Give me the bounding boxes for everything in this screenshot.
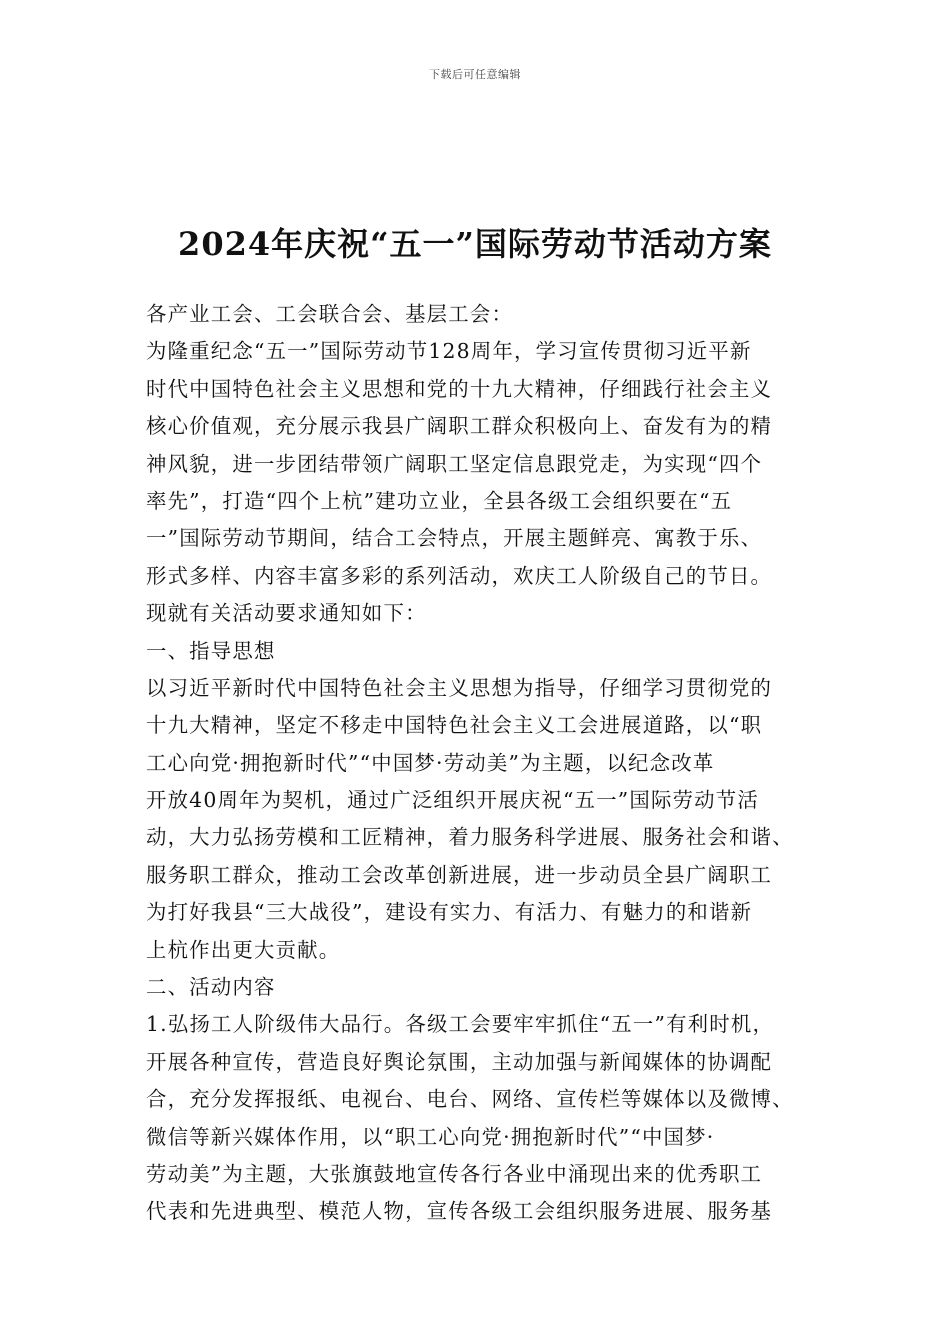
body-line: 各产业工会、工会联合会、基层工会： <box>146 302 514 326</box>
body-line: 服务职工群众，推动工会改革创新进展，进一步动员全县广阔职工 <box>146 862 773 887</box>
body-line: 以习近平新时代中国特色社会主义思想为指导，仔细学习贯彻党的 <box>146 675 773 700</box>
document-body <box>146 296 826 1231</box>
body-line: 十九大精神，坚定不移走中国特色社会主义工会进展道路，以“职 <box>146 713 763 738</box>
document-title: 2024年庆祝“五一”国际劳动节活动方案 <box>178 225 772 263</box>
body-line: 为隆重纪念“五一”国际劳动节128周年，学习宣传贯彻习近平新 <box>146 339 752 364</box>
body-line: 上杭作出更大贡献。 <box>146 937 341 962</box>
body-line: 现就有关活动要求通知如下： <box>146 601 427 626</box>
body-line: 劳动美”为主题，大张旗鼓地宣传各行各业中涌现出来的优秀职工 <box>146 1161 763 1186</box>
section-heading: 一、指导思想 <box>146 638 276 663</box>
body-line: 形式多样、内容丰富多彩的系列活动，欢庆工人阶级自己的节日。 <box>146 563 773 588</box>
page-header-note: 下载后可任意编辑 <box>429 68 521 81</box>
body-line: 为打好我县“三大战役”，建设有实力、有活力、有魅力的和谐新 <box>146 900 753 925</box>
section-heading: 二、活动内容 <box>146 975 276 1000</box>
body-line: 开放40周年为契机，通过广泛组织开展庆祝“五一”国际劳动节活 <box>146 788 759 813</box>
body-line: 开展各种宣传，营造良好舆论氛围，主动加强与新闻媒体的协调配 <box>146 1049 773 1074</box>
body-line: 率先”，打造“四个上杭”建功立业，全县各级工会组织要在“五 <box>146 488 733 513</box>
body-line: 合，充分发挥报纸、电视台、电台、网络、宣传栏等媒体以及微博、 <box>146 1087 794 1112</box>
body-line: 代表和先进典型、模范人物，宣传各级工会组织服务进展、服务基 <box>146 1199 773 1224</box>
body-line: 动，大力弘扬劳模和工匠精神，着力服务科学进展、服务社会和谐、 <box>146 825 794 850</box>
body-line: 微信等新兴媒体作用，以“职工心向党·拥抱新时代”“中国梦· <box>146 1124 715 1149</box>
body-line: 神风貌，进一步团结带领广阔职工坚定信息跟党走，为实现“四个 <box>146 451 763 476</box>
body-line: 核心价值观，充分展示我县广阔职工群众积极向上、奋发有为的精 <box>146 414 773 439</box>
body-line: 工心向党·拥抱新时代”“中国梦·劳动美”为主题，以纪念改革 <box>146 750 715 775</box>
body-line: 时代中国特色社会主义思想和党的十九大精神，仔细践行社会主义 <box>146 376 773 401</box>
body-line: 1.弘扬工人阶级伟大品行。各级工会要牢牢抓住“五一”有利时机， <box>146 1012 775 1037</box>
body-line: 一”国际劳动节期间，结合工会特点，开展主题鲜亮、寓教于乐、 <box>146 526 763 551</box>
